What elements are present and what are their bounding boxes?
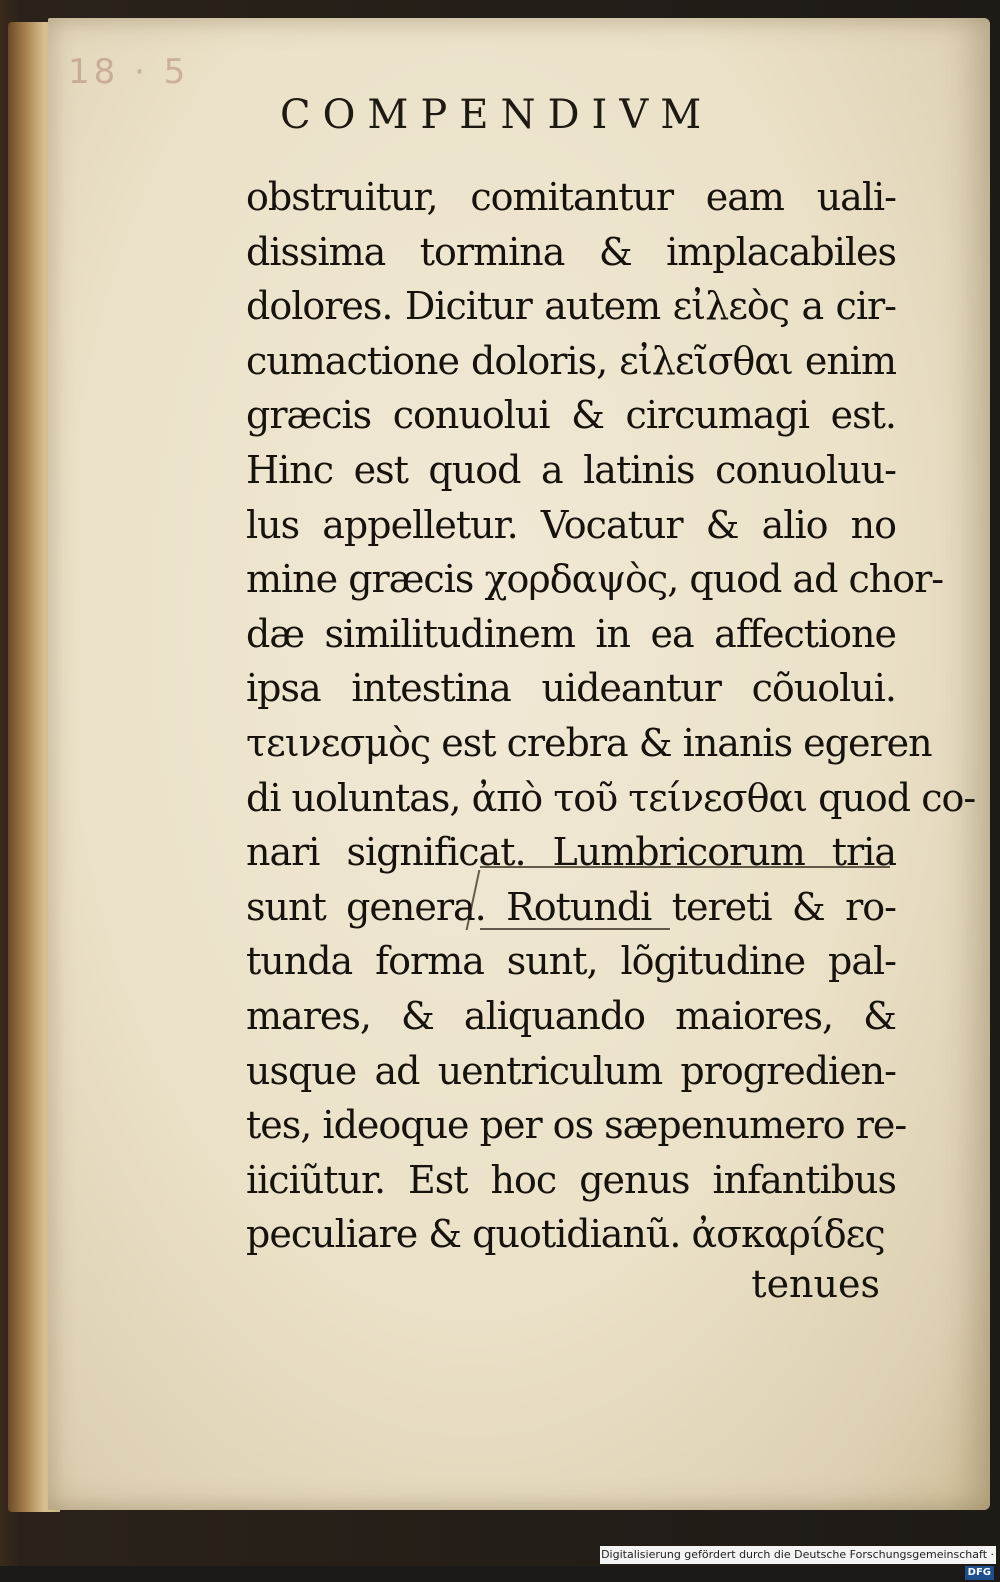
text-line: usque ad uentriculum progredien- (246, 1048, 896, 1093)
text-line: græcis conuolui & circumagi est. (246, 393, 896, 438)
text-line: di uoluntas, ἀπὸ τοῦ τείνεσθαι quod co- (246, 775, 976, 820)
text-line: obstruitur, comitantur eam uali- (246, 175, 896, 219)
footer-text: Digitalisierung gefördert durch die Deutsche Forschungsgemeinschaft · (601, 1548, 994, 1561)
text-line: tes, ideoque per os sæpenumero re- (246, 1103, 907, 1148)
text-line: sunt genera. Rotundi tereti & ro- (246, 884, 896, 929)
text-line: dissima tormina & implacabiles (246, 229, 896, 274)
text-line: iiciũtur. Est hoc genus infantibus (246, 1157, 896, 1202)
catchword: tenues (751, 1262, 880, 1306)
text-line: mares, & aliquando maiores, & (246, 993, 896, 1038)
pencil-annotation: 18 · 5 (68, 52, 190, 92)
text-line: nari significat. Lumbricorum tria (246, 830, 896, 875)
text-line: tunda forma sunt, lõgitudine pal- (246, 939, 896, 984)
handwritten-underline (480, 928, 670, 930)
text-line: mine græcis χορδαψὸς, quod ad chor- (246, 557, 944, 602)
text-block (246, 170, 976, 1262)
handwritten-underline (480, 866, 890, 868)
text-line: cumactione doloris, εἰλεῖσθαι enim (246, 338, 896, 383)
text-line: dæ similitudinem in ea affectione (246, 611, 896, 656)
text-line: dolores. Dicitur autem εἰλεὸς a cir- (246, 284, 896, 329)
running-head: COMPENDIVM (280, 92, 714, 138)
dfg-logo-icon: DFG (965, 1566, 994, 1580)
digitization-footer (600, 1546, 996, 1578)
text-line: ipsa intestina uideantur cõuolui. (246, 666, 896, 711)
text-line: lus appelletur. Vocatur & alio no (246, 502, 896, 547)
text-line: τεινεσμὸς est crebra & inanis egeren (246, 720, 932, 765)
text-line: Hinc est quod a latinis conuoluu- (246, 447, 896, 492)
text-line: peculiare & quotidianũ. ἀσκαρίδες (246, 1212, 885, 1257)
